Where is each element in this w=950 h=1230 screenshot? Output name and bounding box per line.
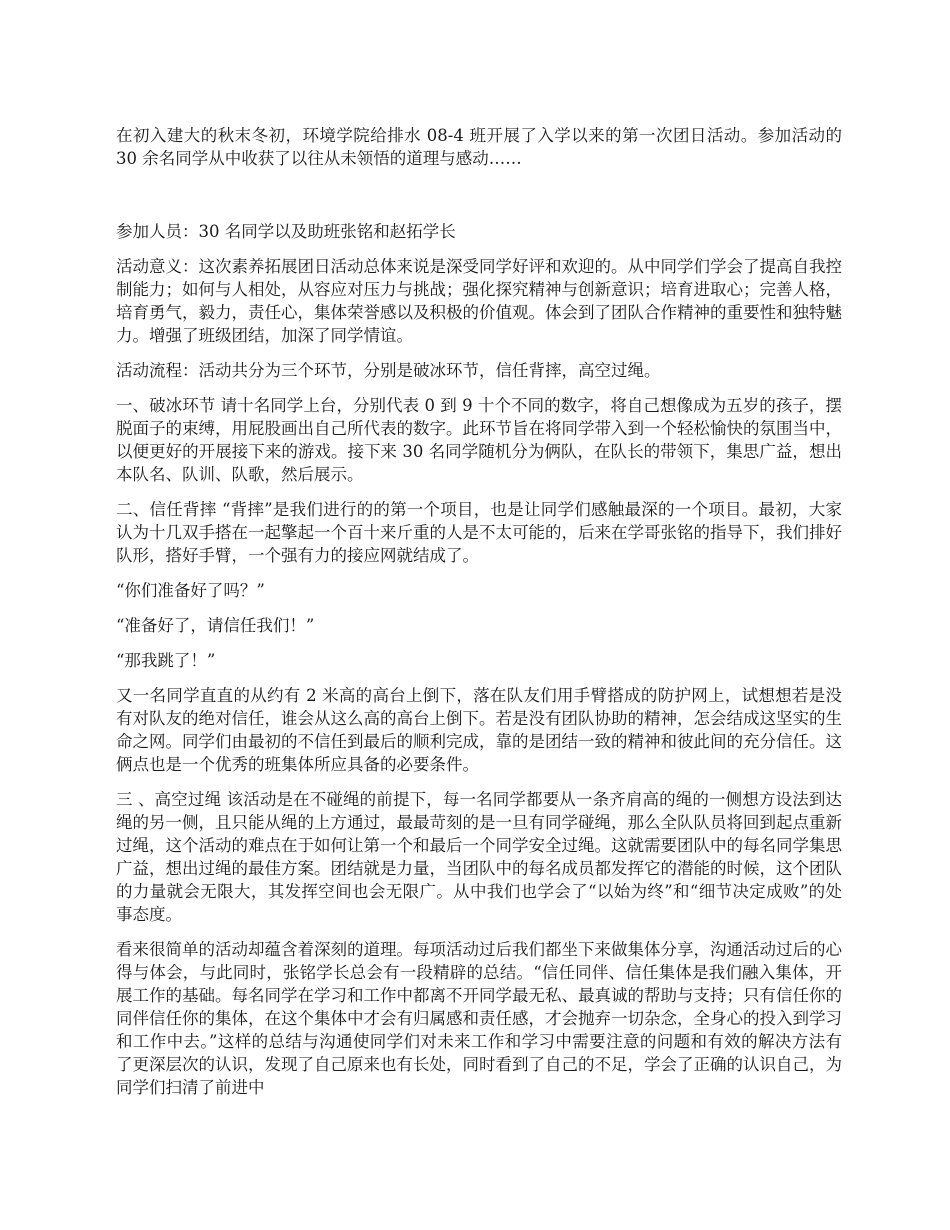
dialogue-line-2: “准备好了，请信任我们！”	[116, 616, 315, 635]
dialogue-line-1: “你们准备好了吗？”	[116, 581, 265, 600]
dialogue-line-3: “那我跳了！”	[116, 651, 216, 670]
section-trust-fall-paragraph: 二、信任背摔 “背摔”是我们进行的的第一个项目，也是让同学们感触最深的一个项目。最初，大家认为十几双手搭在一起擎起一个百十来斤重的人是不太可能的，后来在学哥张铭的指导下，我们排好队形，搭好手臂，一个强有力的接应网就结成了。	[116, 500, 842, 565]
process-paragraph: 活动流程：活动共分为三个环节，分别是破冰环节，信任背摔，高空过绳。	[116, 361, 661, 380]
trust-fall-continued-paragraph: 又一名同学直直的从约有 2 米高的高台上倒下，落在队友们用手臂搭成的防护网上，试想想若是没有对队友的绝对信任，谁会从这么高的高台上倒下。若是没有团队协助的精神，怎会结成这坚实的生命之网。同学们由最初的不信任到最后的顺利完成，靠的是团结一致的精神和彼此间的充分信任。这俩点也是一个优秀的班集体所应具备的必要条件。	[116, 686, 842, 774]
section-icebreaker-paragraph: 一、破冰环节 请十名同学上台，分别代表 0 到 9 十个不同的数字，将自己想像成为五岁的孩子，摆脱面子的束缚，用屁股画出自己所代表的数字。此环节旨在将同学带入到一个轻松愉快的氛围当中，以便更好的开展接下来的游戏。接下来 30 名同学随机分为俩队，在队长的带领下，集思广益，想出本队名、队训、队歌，然后展示。	[116, 396, 842, 484]
participants-paragraph: 参加人员：30 名同学以及助班张铭和赵拓学长	[116, 222, 456, 241]
summary-paragraph: 看来很简单的活动却蕴含着深刻的道理。每项活动过后我们都坐下来做集体分享，沟通活动过后的心得与体会，与此同时，张铭学长总会有一段精辟的总结。“信任同伴、信任集体是我们融入集体，开展工作的基础。每名同学在学习和工作中都离不开同学最无私、最真诚的帮助与支持；只有信任你的同伴信任你的集体，在这个集体中才会有归属感和责任感，才会抛弃一切杂念，全身心的投入到学习和工作中去。”这样的总结与沟通使同学们对未来工作和学习中需要注意的问题和有效的解决方法有了更深层次的认识，发现了自己原来也有长处，同时看到了自己的不足，学会了正确的认识自己，为同学们扫清了前进中	[116, 940, 842, 1097]
section-rope-crossing-paragraph: 三 、高空过绳 该活动是在不碰绳的前提下，每一名同学都要从一条齐肩高的绳的一侧想方设法到达绳的另一侧，且只能从绳的上方通过，最最苛刻的是一旦有同学碰绳，那么全队队员将回到起点重新过绳，这个活动的难点在于如何让第一个和最后一个同学安全过绳。这就需要团队中的每名同学集思广益，想出过绳的最佳方案。团结就是力量，当团队中的每名成员都发挥它的潜能的时候，这个团队的力量就会无限大，其发挥空间也会无限广。从中我们也学会了“以始为终”和“细节决定成败”的处事态度。	[116, 790, 842, 924]
intro-paragraph: 在初入建大的秋末冬初，环境学院给排水 08-4 班开展了入学以来的第一次团日活动。参加活动的 30 余名同学从中收获了以往从未领悟的道理与感动……	[116, 126, 842, 168]
document-body	[116, 124, 842, 1111]
significance-paragraph: 活动意义：这次素养拓展团日活动总体来说是深受同学好评和欢迎的。从中同学们学会了提高自我控制能力；如何与人相处，从容应对压力与挑战；强化探究精神与创新意识；培育进取心；完善人格，培育勇气，毅力，责任心，集体荣誉感以及积极的价值观。体会到了团队合作精神的重要性和独特魅力。增强了班级团结，加深了同学情谊。	[116, 257, 842, 345]
